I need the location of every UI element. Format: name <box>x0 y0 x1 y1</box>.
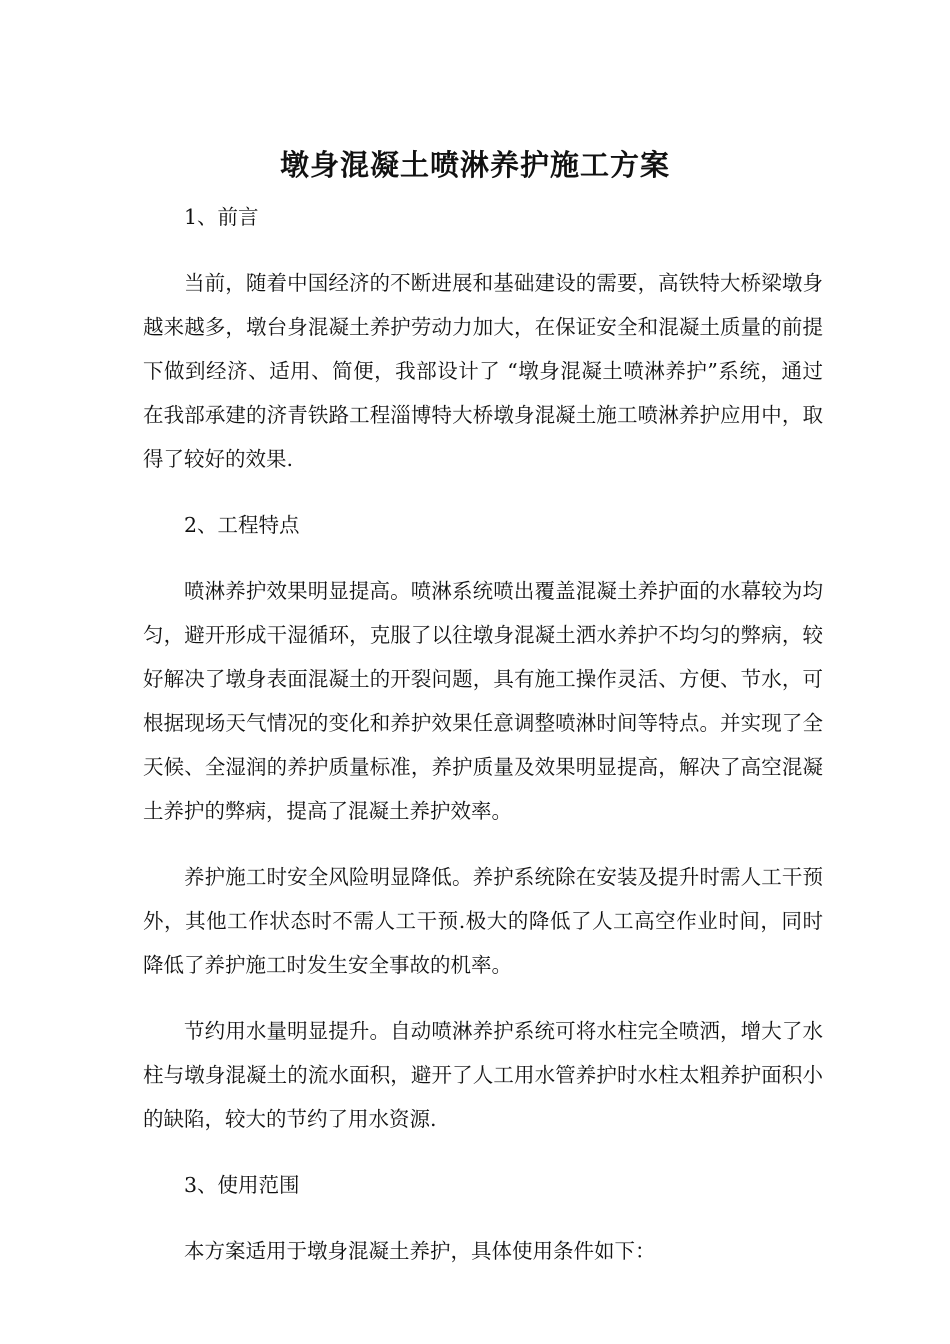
paragraph-preface: 当前，随着中国经济的不断进展和基础建设的需要，高铁特大桥梁墩身越来越多，墩台身混凝土养护劳动力加大，在保证安全和混凝土质量的前提下做到经济、适用、简便，我部设计了 “墩身混凝土喷淋养护”系统，通过在我部承建的济青铁路工程淄博特大桥墩身混凝土施工喷淋养护应用中，取得了较好的效果. <box>143 271 823 471</box>
section-heading-features: 2、工程特点 <box>184 513 300 537</box>
document-body <box>143 195 823 1295</box>
paragraph-water-saving: 节约用水量明显提升。自动喷淋养护系统可将水柱完全喷洒，增大了水柱与墩身混凝土的流水面积，避开了人工用水管养护时水柱太粗养护面积小的缺陷，较大的节约了用水资源. <box>143 1019 823 1131</box>
paragraph-curing-effect: 喷淋养护效果明显提高。喷淋系统喷出覆盖混凝土养护面的水幕较为均匀，避开形成干湿循环，克服了以往墩身混凝土洒水养护不均匀的弊病，较好解决了墩身表面混凝土的开裂问题，具有施工操作灵活、方便、节水，可根据现场天气情况的变化和养护效果任意调整喷淋时间等特点。并实现了全天候、全湿润的养护质量标准，养护质量及效果明显提高，解决了高空混凝土养护的弊病，提高了混凝土养护效率。 <box>143 579 823 823</box>
paragraph-safety: 养护施工时安全风险明显降低。养护系统除在安装及提升时需人工干预外，其他工作状态时不需人工干预.极大的降低了人工高空作业时间，同时降低了养护施工时发生安全事故的机率。 <box>143 865 823 977</box>
section-heading-scope: 3、使用范围 <box>184 1173 300 1197</box>
section-heading-preface: 1、前言 <box>184 205 259 229</box>
document-title: 墩身混凝土喷淋养护施工方案 <box>279 148 670 183</box>
paragraph-scope: 本方案适用于墩身混凝土养护，具体使用条件如下： <box>184 1239 656 1263</box>
